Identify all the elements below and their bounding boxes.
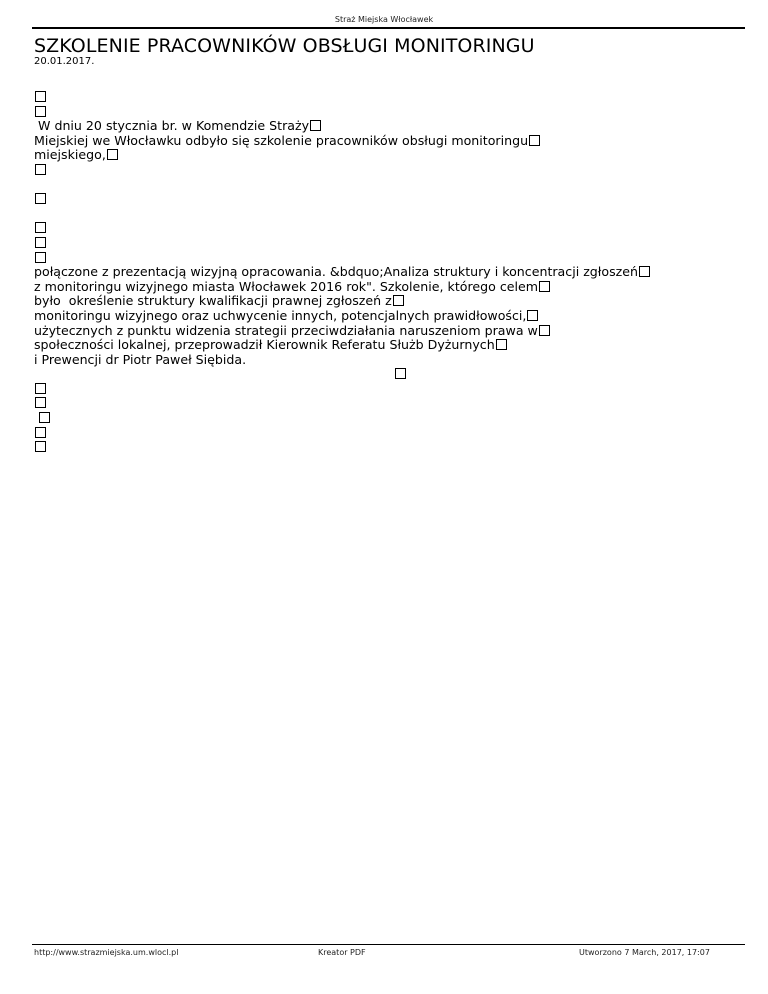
missing-glyph-box-icon bbox=[393, 295, 404, 306]
article-line bbox=[34, 221, 734, 236]
article-line bbox=[34, 265, 734, 280]
footer-divider bbox=[32, 944, 745, 945]
article-line bbox=[34, 163, 734, 178]
article-line bbox=[34, 90, 734, 105]
article-title: SZKOLENIE PRACOWNIKÓW OBSŁUGI MONITORINGU bbox=[34, 35, 535, 57]
missing-glyph-box-icon bbox=[107, 149, 118, 160]
article-line bbox=[34, 280, 734, 295]
article-line-text: Miejskiej we Włocławku odbyło się szkolenie pracowników obsługi monitoringu bbox=[34, 132, 529, 148]
article-line-text: i Prewencji dr Piotr Paweł Siębida. bbox=[34, 351, 247, 367]
missing-glyph-box-icon bbox=[35, 427, 46, 438]
missing-glyph-box-icon bbox=[639, 266, 650, 277]
missing-glyph-box-icon bbox=[539, 325, 550, 336]
missing-glyph-box-icon bbox=[35, 91, 46, 102]
article-line bbox=[34, 324, 734, 339]
missing-glyph-box-icon bbox=[35, 222, 46, 233]
missing-glyph-box-icon bbox=[35, 252, 46, 263]
article-line-text: połączone z prezentacją wizyjną opracowania. &bdquo;Analiza struktury i koncentracji zgłoszeń bbox=[34, 264, 638, 280]
article-line bbox=[34, 105, 734, 120]
missing-glyph-box-icon bbox=[35, 164, 46, 175]
missing-glyph-box-icon bbox=[35, 193, 46, 204]
article-line bbox=[34, 440, 734, 455]
missing-glyph-box-icon bbox=[395, 368, 406, 379]
footer-generator: Kreator PDF bbox=[318, 948, 366, 957]
article-line bbox=[34, 338, 734, 353]
footer-created: Utworzono 7 March, 2017, 17:07 bbox=[579, 948, 710, 957]
article-line bbox=[34, 119, 734, 134]
article-line-text bbox=[34, 410, 38, 425]
article-line bbox=[34, 367, 734, 382]
article-line-text: społeczności lokalnej, przeprowadził Kierownik Referatu Służb Dyżurnych bbox=[34, 337, 495, 353]
article-line bbox=[34, 309, 734, 324]
article-line bbox=[34, 148, 734, 163]
article-line-text: użytecznych z punktu widzenia strategii przeciwdziałania naruszeniom prawa w bbox=[34, 322, 538, 338]
missing-glyph-box-icon bbox=[527, 310, 538, 321]
article-line bbox=[34, 236, 734, 251]
article-line bbox=[34, 411, 734, 426]
missing-glyph-box-icon bbox=[39, 412, 50, 423]
article-line-text: było określenie struktury kwalifikacji prawnej zgłoszeń z bbox=[34, 293, 392, 309]
article-line bbox=[34, 192, 734, 207]
missing-glyph-box-icon bbox=[496, 339, 507, 350]
article-date: 20.01.2017. bbox=[34, 56, 95, 67]
missing-glyph-box-icon bbox=[35, 237, 46, 248]
article-line bbox=[34, 134, 734, 149]
footer-url: http://www.strazmiejska.um.wlocl.pl bbox=[34, 948, 179, 957]
page-header-site-name: Straż Miejska Włocławek bbox=[334, 15, 434, 24]
header-divider bbox=[32, 27, 745, 29]
missing-glyph-box-icon bbox=[539, 281, 550, 292]
missing-glyph-box-icon bbox=[310, 120, 321, 131]
missing-glyph-box-icon bbox=[529, 135, 540, 146]
article-body bbox=[34, 90, 734, 455]
missing-glyph-box-icon bbox=[35, 106, 46, 117]
article-line bbox=[34, 396, 734, 411]
missing-glyph-box-icon bbox=[35, 383, 46, 394]
article-line bbox=[34, 207, 734, 222]
article-line-text: monitoringu wizyjnego oraz uchwycenie innych, potencjalnych prawidłowości, bbox=[34, 307, 527, 323]
article-line bbox=[34, 294, 734, 309]
article-line bbox=[34, 353, 734, 368]
article-line bbox=[34, 382, 734, 397]
missing-glyph-box-icon bbox=[35, 441, 46, 452]
article-line bbox=[34, 178, 734, 193]
article-line-text: miejskiego, bbox=[34, 147, 106, 163]
article-line bbox=[34, 426, 734, 441]
missing-glyph-box-icon bbox=[35, 397, 46, 408]
article-line-text: z monitoringu wizyjnego miasta Włocławek 2016 rok". Szkolenie, którego celem bbox=[34, 278, 539, 294]
article-line-text bbox=[34, 366, 394, 381]
article-line-text: W dniu 20 stycznia br. w Komendzie Straży bbox=[34, 118, 310, 134]
article-line bbox=[34, 251, 734, 266]
